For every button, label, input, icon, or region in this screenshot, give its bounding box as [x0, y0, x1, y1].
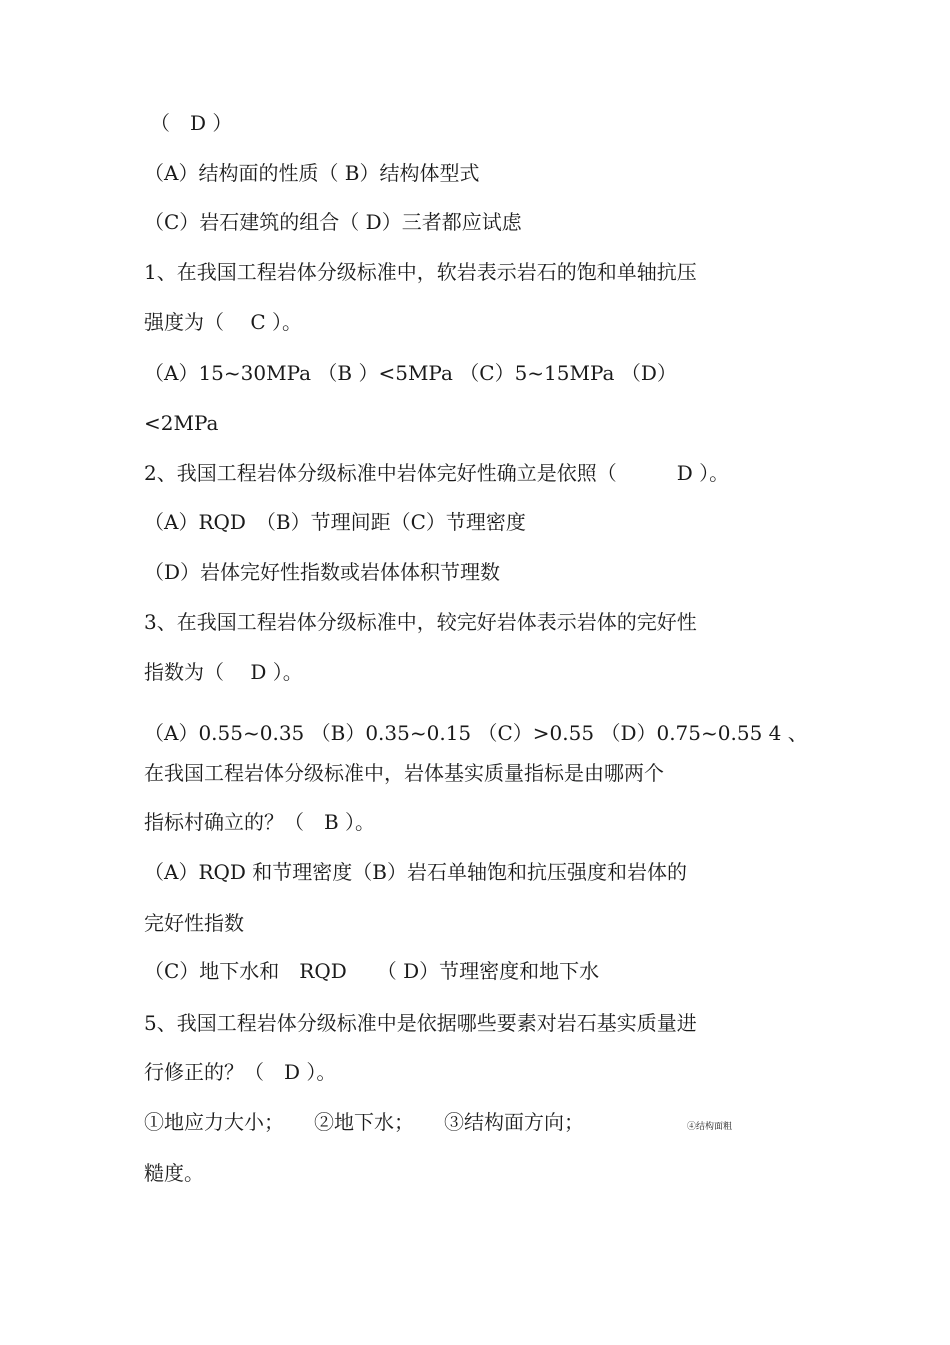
- text-line: （A）15~30MPa （B ）<5MPa （C）5~15MPa （D）: [144, 361, 677, 385]
- text-line: （D）岩体完好性指数或岩体体积节理数: [144, 560, 501, 584]
- text-line: 2、我国工程岩体分级标准中岩体完好性确立是依照（ D ）。: [144, 461, 730, 485]
- text-line: ①地应力大小； ②地下水； ③结构面方向；: [144, 1110, 584, 1134]
- text-line: （C）岩石建筑的组合（ D）三者都应试虑: [144, 210, 522, 234]
- text-line: 指标村确立的？（ B ）。: [144, 810, 376, 834]
- text-line: （C）地下水和 RQD （ D）节理密度和地下水: [144, 959, 600, 983]
- text-line: 糙度。: [144, 1161, 204, 1185]
- text-line: 行修正的？（ D ）。: [144, 1060, 337, 1084]
- text-line: （A）RQD 和节理密度（B）岩石单轴饱和抗压强度和岩体的: [144, 860, 687, 884]
- text-line: （A）结构面的性质（ B）结构体型式: [144, 161, 480, 185]
- text-line-small: ④结构面粗: [687, 1122, 733, 1132]
- text-line: 5、我国工程岩体分级标准中是依据哪些要素对岩石基实质量进: [144, 1011, 697, 1035]
- text-line: 指数为（ D ）。: [144, 660, 303, 684]
- text-line: 1、在我国工程岩体分级标准中，软岩表示岩石的饱和单轴抗压: [144, 260, 697, 284]
- text-line: 3、在我国工程岩体分级标准中，较完好岩体表示岩体的完好性: [144, 610, 697, 634]
- text-line: 强度为（ C ）。: [144, 310, 303, 334]
- text-line: 完好性指数: [144, 911, 244, 935]
- text-line: （A）0.55~0.35 （B）0.35~0.15 （C）>0.55 （D）0.75~0.55 4 、: [144, 721, 808, 745]
- text-line: <2MPa: [144, 411, 219, 435]
- text-line: （A）RQD （B）节理间距（C）节理密度: [144, 510, 526, 534]
- text-line: （ D ）: [150, 111, 233, 135]
- text-line: 在我国工程岩体分级标准中，岩体基实质量指标是由哪两个: [144, 761, 664, 785]
